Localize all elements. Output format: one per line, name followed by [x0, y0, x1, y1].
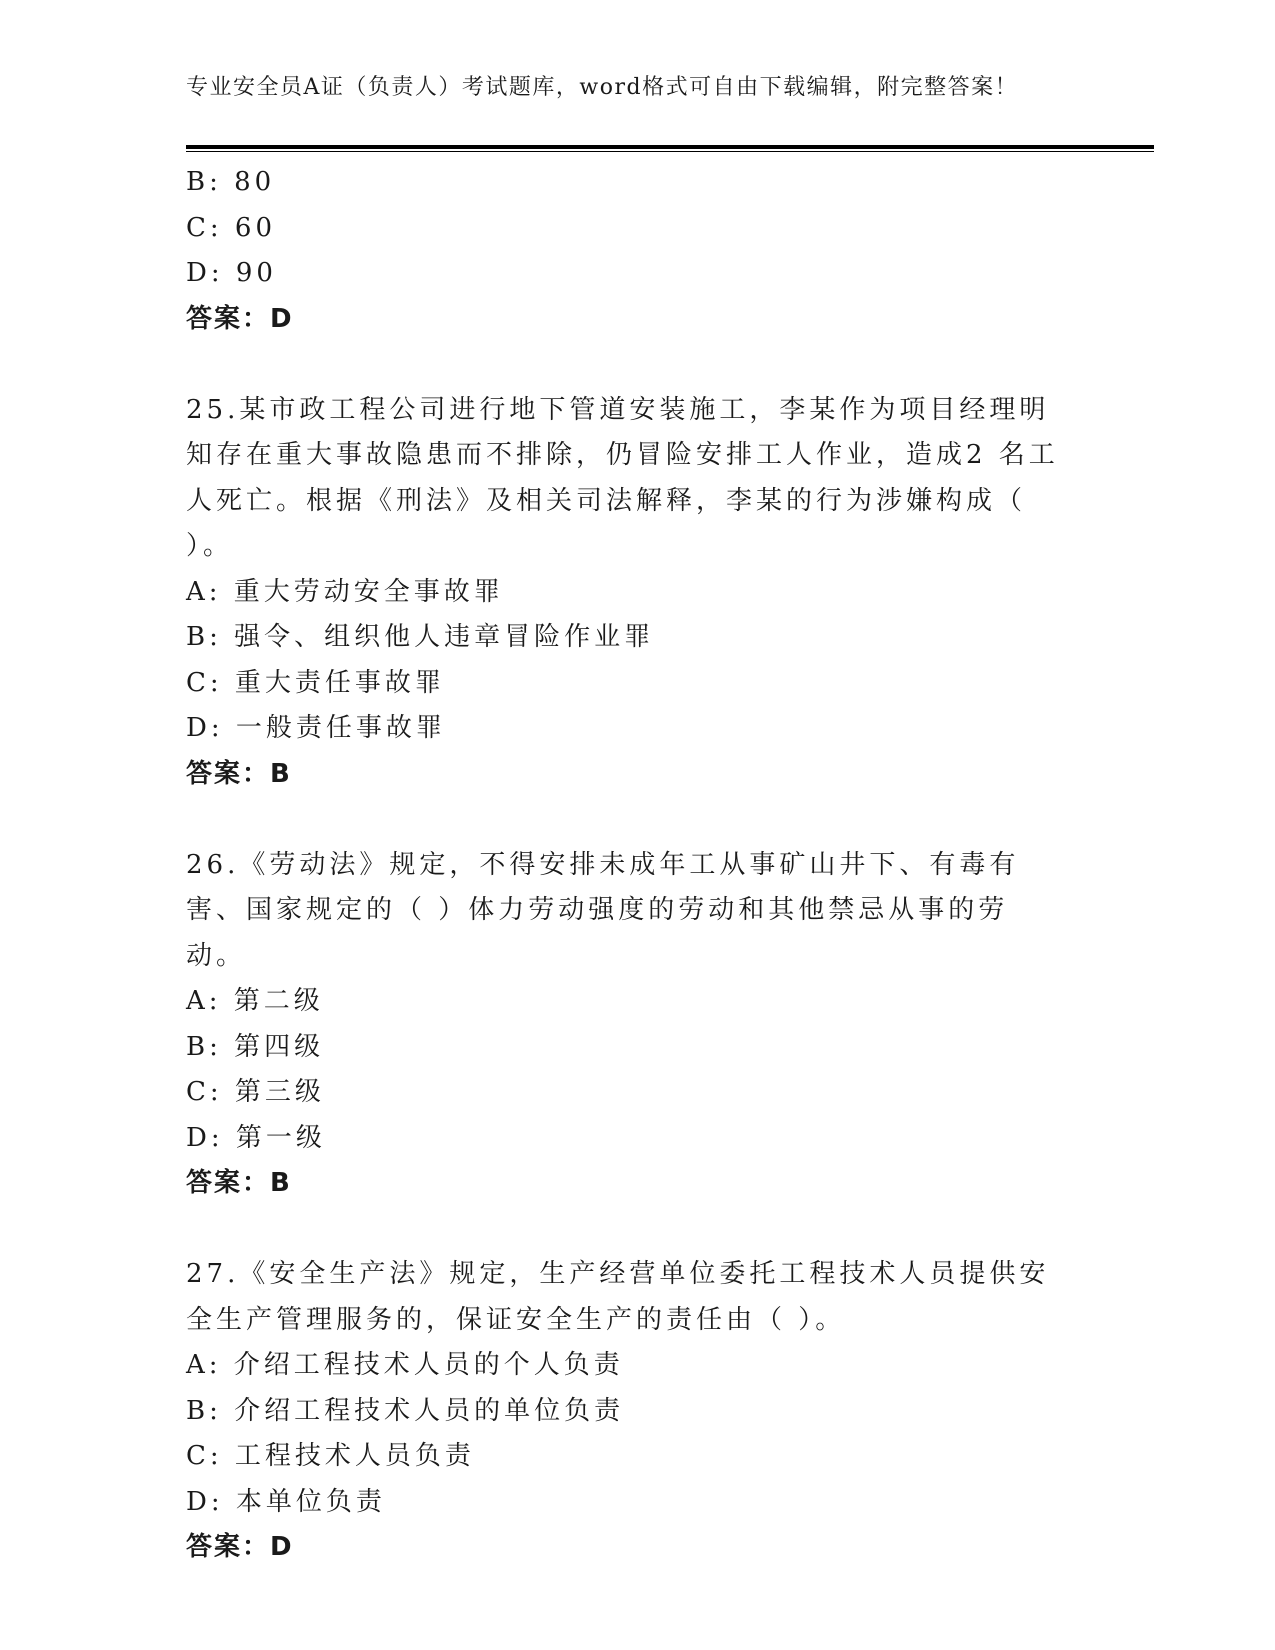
option-c: C: 工程技术人员负责 [186, 1441, 475, 1471]
document-body [186, 160, 1086, 1571]
option-a: A: 重大劳动安全事故罪 [186, 576, 504, 607]
question-text: 25.某市政工程公司进行地下管道安装施工，李某作为项目经理明知存在重大事故隐患而不排除，仍冒险安排工人作业，造成2 名工人死亡。根据《刑法》及相关司法解释，李某的行为涉嫌构成（ ）。 [186, 394, 1059, 561]
option-c: C: 60 [186, 212, 277, 243]
header-rule-thick [186, 145, 1154, 149]
question-block-27 [186, 1252, 1086, 1571]
answer-label: 答案：D [186, 1532, 294, 1562]
answer-label: 答案：B [186, 1168, 292, 1198]
option-c: C: 第三级 [186, 1077, 325, 1107]
page-header: 专业安全员A证（负责人）考试题库，word格式可自由下载编辑，附完整答案！ [186, 75, 1019, 100]
question-block-24 [186, 160, 1086, 342]
option-a: A: 第二级 [186, 986, 324, 1016]
question-text: 27.《安全生产法》规定，生产经营单位委托工程技术人员提供安全生产管理服务的，保证安全生产的责任由（ ）。 [186, 1259, 1050, 1335]
option-b: B: 强令、组织他人违章冒险作业罪 [186, 622, 655, 652]
answer-label: 答案：D [186, 303, 294, 334]
answer-label: 答案：B [186, 758, 292, 789]
option-d: D: 一般责任事故罪 [186, 713, 446, 743]
option-b: B: 80 [186, 167, 276, 197]
option-d: D: 第一级 [186, 1122, 326, 1153]
option-a: A: 介绍工程技术人员的个人负责 [186, 1350, 624, 1380]
header-rule-thin [186, 151, 1154, 152]
option-c: C: 重大责任事故罪 [186, 667, 445, 698]
option-d: D: 90 [186, 258, 277, 288]
option-b: B: 第四级 [186, 1031, 325, 1062]
question-block-25 [186, 388, 1086, 798]
option-b: B: 介绍工程技术人员的单位负责 [186, 1395, 625, 1426]
question-text: 26.《劳动法》规定，不得安排未成年工从事矿山井下、有毒有害、国家规定的（ ）体力劳动强度的劳动和其他禁忌从事的劳动。 [186, 849, 1020, 971]
question-block-26 [186, 843, 1086, 1207]
option-d: D: 本单位负责 [186, 1486, 386, 1517]
